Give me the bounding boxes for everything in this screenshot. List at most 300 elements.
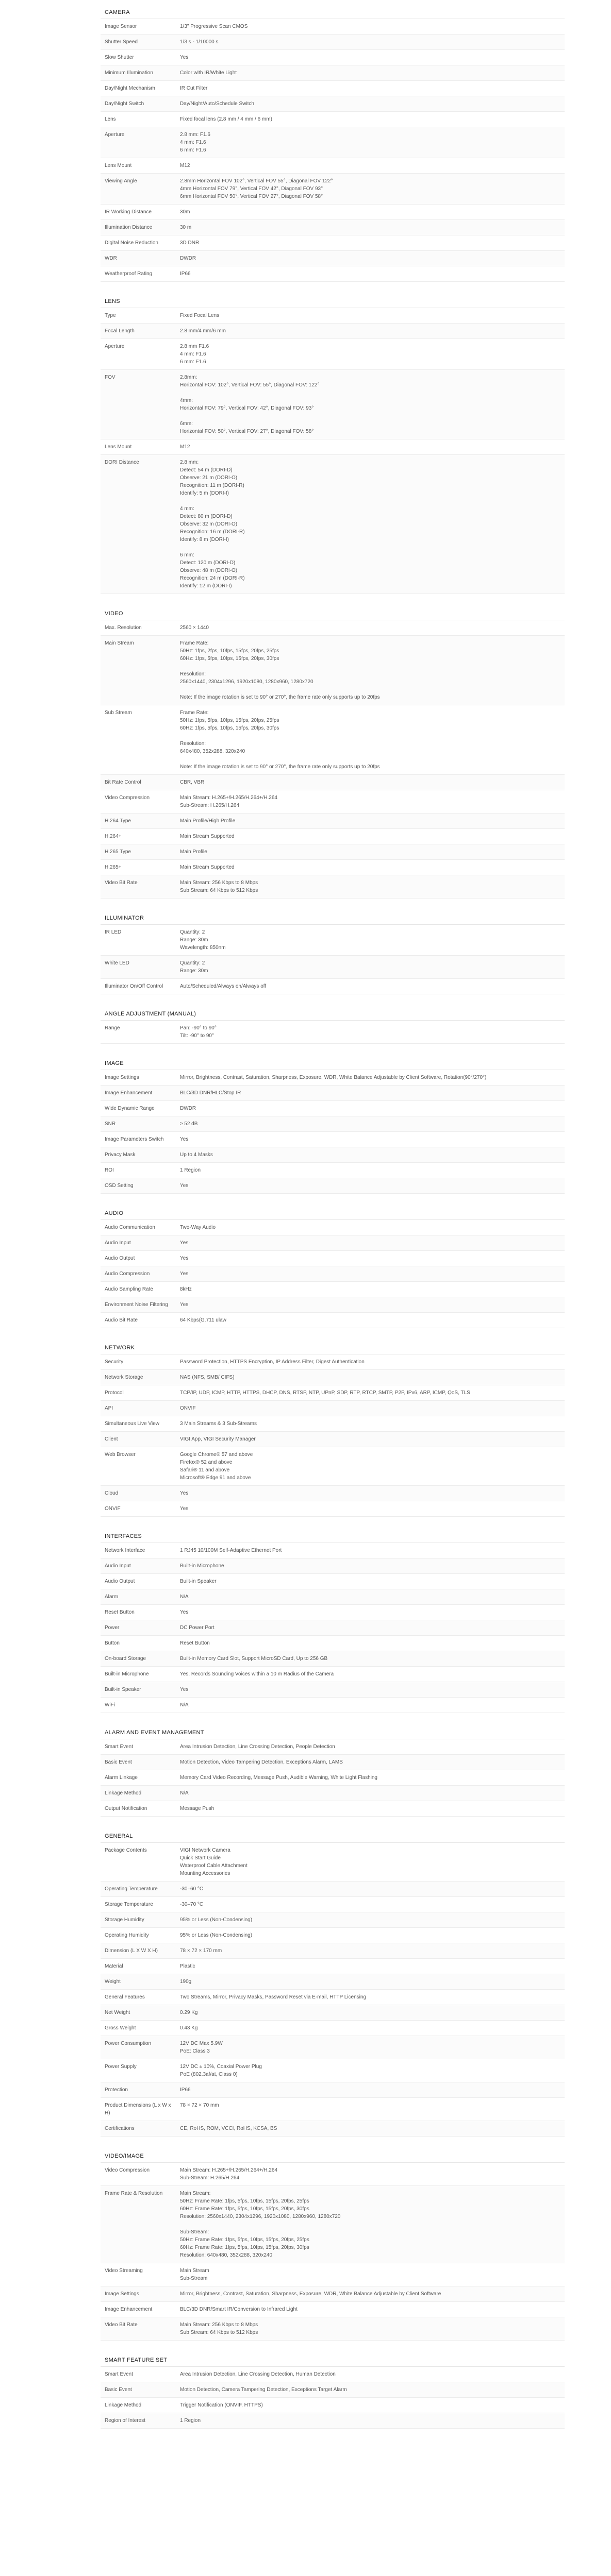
section-title: VIDEO bbox=[101, 606, 565, 620]
spec-section bbox=[101, 2149, 565, 2341]
spec-section bbox=[101, 1529, 565, 1713]
section-title: VIDEO/IMAGE bbox=[101, 2149, 565, 2163]
spec-row bbox=[101, 2367, 565, 2382]
spec-row bbox=[101, 1651, 565, 1667]
spec-label: Material bbox=[101, 1959, 176, 1974]
spec-label: H.264+ bbox=[101, 829, 176, 844]
spec-row bbox=[101, 251, 565, 266]
spec-row bbox=[101, 1220, 565, 1235]
spec-value: ≥ 52 dB bbox=[176, 1116, 565, 1132]
section-title: INTERFACES bbox=[101, 1529, 565, 1543]
spec-value: 1/3 s - 1/10000 s bbox=[176, 35, 565, 50]
spec-row bbox=[101, 2382, 565, 2398]
spec-row bbox=[101, 1990, 565, 2005]
spec-value: Yes bbox=[176, 1501, 565, 1517]
spec-row bbox=[101, 979, 565, 994]
spec-value: 2.8 mm: F1.6 4 mm: F1.6 6 mm: F1.6 bbox=[176, 127, 565, 158]
spec-section bbox=[101, 294, 565, 594]
spec-value: Area Intrusion Detection, Line Crossing Detection, Human Detection bbox=[176, 2367, 565, 2382]
spec-value: Yes bbox=[176, 50, 565, 65]
spec-value: 0.29 Kg bbox=[176, 2005, 565, 2021]
spec-label: Audio Input bbox=[101, 1558, 176, 1574]
spec-label: Network Storage bbox=[101, 1370, 176, 1385]
spec-value: VIGI App, VIGI Security Manager bbox=[176, 1432, 565, 1447]
spec-value: 1 Region bbox=[176, 1163, 565, 1178]
spec-value: Password Protection, HTTPS Encryption, IP Address Filter, Digest Authentication bbox=[176, 1354, 565, 1370]
spec-row bbox=[101, 1163, 565, 1178]
spec-row bbox=[101, 1943, 565, 1959]
spec-value: -30–70 °C bbox=[176, 1897, 565, 1912]
spec-row bbox=[101, 439, 565, 455]
spec-row bbox=[101, 81, 565, 96]
spec-row bbox=[101, 829, 565, 844]
spec-value: Main Stream: H.265+/H.265/H.264+/H.264 Sub-Stream: H.265/H.264 bbox=[176, 2163, 565, 2186]
spec-label: Illuminator On/Off Control bbox=[101, 979, 176, 994]
spec-row bbox=[101, 1786, 565, 1801]
spec-label: Power Supply bbox=[101, 2059, 176, 2082]
spec-value: Quantity: 2 Range: 30m bbox=[176, 956, 565, 979]
spec-value: Fixed focal lens (2.8 mm / 4 mm / 6 mm) bbox=[176, 112, 565, 127]
spec-value: DWDR bbox=[176, 251, 565, 266]
spec-table bbox=[101, 308, 565, 594]
spec-value: 2.8mm: Horizontal FOV: 102°, Vertical FOV: 55°, Diagonal FOV: 122° 4mm: Horizontal FOV: 79°, Vertical FOV: 42°, Diagonal FOV: 93° 6mm: Horizontal FOV: 50°, Vertical FOV: 27°, Diagonal FOV: 58° bbox=[176, 370, 565, 439]
spec-value: Memory Card Video Recording, Message Push, Audible Warning, White Light Flashing bbox=[176, 1770, 565, 1786]
spec-label: Wide Dynamic Range bbox=[101, 1101, 176, 1116]
spec-label: Power bbox=[101, 1620, 176, 1636]
spec-value: Reset Button bbox=[176, 1636, 565, 1651]
spec-section bbox=[101, 1056, 565, 1194]
spec-label: Environment Noise Filtering bbox=[101, 1297, 176, 1313]
spec-value: 190g bbox=[176, 1974, 565, 1990]
spec-table bbox=[101, 1070, 565, 1194]
spec-row bbox=[101, 775, 565, 790]
spec-value: Yes bbox=[176, 1486, 565, 1501]
spec-row bbox=[101, 1543, 565, 1558]
spec-label: Audio Compression bbox=[101, 1266, 176, 1282]
spec-table bbox=[101, 925, 565, 994]
spec-row bbox=[101, 620, 565, 636]
spec-value: Built-in Microphone bbox=[176, 1558, 565, 1574]
spec-row bbox=[101, 2082, 565, 2098]
spec-row bbox=[101, 2059, 565, 2082]
spec-row bbox=[101, 2413, 565, 2429]
spec-label: WDR bbox=[101, 251, 176, 266]
spec-row bbox=[101, 35, 565, 50]
spec-label: Built-in Microphone bbox=[101, 1667, 176, 1682]
spec-value: 30 m bbox=[176, 220, 565, 235]
spec-row bbox=[101, 1266, 565, 1282]
spec-value: -30–60 °C bbox=[176, 1882, 565, 1897]
spec-section bbox=[101, 606, 565, 899]
spec-value: 1/3" Progressive Scan CMOS bbox=[176, 19, 565, 35]
spec-label: Audio Input bbox=[101, 1235, 176, 1251]
spec-label: Dimension (L X W X H) bbox=[101, 1943, 176, 1959]
spec-table bbox=[101, 1543, 565, 1713]
spec-label: Output Notification bbox=[101, 1801, 176, 1817]
spec-label: H.265+ bbox=[101, 860, 176, 875]
spec-label: Button bbox=[101, 1636, 176, 1651]
spec-value: Main Stream: 256 Kbps to 8 Mbps Sub Stream: 64 Kbps to 512 Kbps bbox=[176, 2317, 565, 2341]
spec-label: Simultaneous Live View bbox=[101, 1416, 176, 1432]
spec-label: Main Stream bbox=[101, 636, 176, 705]
spec-table bbox=[101, 1021, 565, 1044]
spec-value: Yes bbox=[176, 1682, 565, 1698]
spec-value: IP66 bbox=[176, 2082, 565, 2098]
spec-label: Lens bbox=[101, 112, 176, 127]
spec-value: 0.43 Kg bbox=[176, 2021, 565, 2036]
spec-row bbox=[101, 1432, 565, 1447]
spec-row bbox=[101, 50, 565, 65]
spec-row bbox=[101, 2317, 565, 2341]
spec-value: Mirror, Brightness, Contrast, Saturation, Sharpness, Exposure, WDR, White Balance Adjustable by Client Software, Rotation(90°/270°) bbox=[176, 1070, 565, 1086]
spec-value: Google Chrome® 57 and above Firefox® 52 and above Safari® 11 and above Microsoft® Edge 91 and above bbox=[176, 1447, 565, 1486]
spec-row bbox=[101, 636, 565, 705]
spec-label: Day/Night Switch bbox=[101, 96, 176, 112]
spec-row bbox=[101, 205, 565, 220]
spec-label: Illumination Distance bbox=[101, 220, 176, 235]
spec-value: 95% or Less (Non-Condensing) bbox=[176, 1928, 565, 1943]
spec-row bbox=[101, 844, 565, 860]
spec-table bbox=[101, 19, 565, 282]
spec-section bbox=[101, 1725, 565, 1817]
spec-value: Main Stream: 50Hz: Frame Rate: 1fps, 5fps, 10fps, 15fps, 20fps, 25fps 60Hz: Frame Rate: 1fps, 5fps, 10fps, 15fps, 20fps, 30fps Resolution: 2560x1440, 2304x1296, 1920x1080, 1280x960, 1280x720 Sub-Stream: 50Hz: Frame Rate: 1fps, 5fps, 10fps, 15fps, 20fps, 25fps 60Hz: Frame Rate: 1fps, 5fps, 10fps, 15fps, 20fps, 30fps Resolution: 640x480, 352x288, 320x240 bbox=[176, 2186, 565, 2263]
spec-row bbox=[101, 65, 565, 81]
spec-value: Yes bbox=[176, 1297, 565, 1313]
spec-row bbox=[101, 112, 565, 127]
spec-row bbox=[101, 1401, 565, 1416]
spec-row bbox=[101, 339, 565, 370]
spec-row bbox=[101, 2005, 565, 2021]
spec-label: Audio Bit Rate bbox=[101, 1313, 176, 1328]
spec-value: 2.8 mm: Detect: 54 m (DORI-D) Observe: 21 m (DORI-O) Recognition: 11 m (DORI-R) Identify: 5 m (DORI-I) 4 mm: Detect: 80 m (DORI-D) Observe: 32 m (DORI-O) Recognition: 16 m (DORI-R) Identify: 8 m (DORI-I) 6 mm: Detect: 120 m (DORI-D) Observe: 48 m (DORI-O) Recognition: 24 m (DORI-R) Identify: 12 m (DORI-I) bbox=[176, 455, 565, 594]
section-title: LENS bbox=[101, 294, 565, 308]
spec-label: Gross Weight bbox=[101, 2021, 176, 2036]
section-title: ANGLE ADJUSTMENT (MANUAL) bbox=[101, 1007, 565, 1021]
spec-row bbox=[101, 1974, 565, 1990]
spec-label: Reset Button bbox=[101, 1605, 176, 1620]
spec-value: Yes bbox=[176, 1235, 565, 1251]
spec-label: Built-in Speaker bbox=[101, 1682, 176, 1698]
spec-label: Max. Resolution bbox=[101, 620, 176, 636]
spec-value: Yes bbox=[176, 1605, 565, 1620]
section-title: SMART FEATURE SET bbox=[101, 2353, 565, 2367]
spec-label: ROI bbox=[101, 1163, 176, 1178]
spec-value: Day/Night/Auto/Schedule Switch bbox=[176, 96, 565, 112]
spec-value: 2.8 mm/4 mm/6 mm bbox=[176, 324, 565, 339]
spec-value: Mirror, Brightness, Contrast, Saturation, Sharpness, Exposure, WDR, White Balance Adjustable by Client Software bbox=[176, 2286, 565, 2302]
spec-value: Main Stream Sub-Stream bbox=[176, 2263, 565, 2286]
spec-label: Alarm bbox=[101, 1589, 176, 1605]
spec-value: Message Push bbox=[176, 1801, 565, 1817]
spec-value: 1 Region bbox=[176, 2413, 565, 2429]
spec-label: API bbox=[101, 1401, 176, 1416]
spec-label: Basic Event bbox=[101, 2382, 176, 2398]
spec-label: Certifications bbox=[101, 2121, 176, 2137]
spec-label: Aperture bbox=[101, 127, 176, 158]
spec-label: Cloud bbox=[101, 1486, 176, 1501]
spec-value: Built-in Memory Card Slot, Support MicroSD Card, Up to 256 GB bbox=[176, 1651, 565, 1667]
spec-label: FOV bbox=[101, 370, 176, 439]
spec-row bbox=[101, 875, 565, 899]
spec-value: M12 bbox=[176, 158, 565, 174]
spec-value: 2.8 mm F1.6 4 mm: F1.6 6 mm: F1.6 bbox=[176, 339, 565, 370]
spec-label: Package Contents bbox=[101, 1843, 176, 1882]
spec-value: Main Stream: 256 Kbps to 8 Mbps Sub Stream: 64 Kbps to 512 Kbps bbox=[176, 875, 565, 899]
spec-value: TCP/IP, UDP, ICMP, HTTP, HTTPS, DHCP, DNS, RTSP, NTP, UPnP, SDP, RTP, RTCP, SMTP, P2P, IPv6, ARP, ICMP, QoS, TLS bbox=[176, 1385, 565, 1401]
spec-label: Viewing Angle bbox=[101, 174, 176, 205]
spec-label: Audio Sampling Rate bbox=[101, 1282, 176, 1297]
spec-row bbox=[101, 1959, 565, 1974]
spec-label: Weatherproof Rating bbox=[101, 266, 176, 282]
spec-row bbox=[101, 790, 565, 814]
spec-label: OSD Setting bbox=[101, 1178, 176, 1194]
spec-label: H.265 Type bbox=[101, 844, 176, 860]
spec-value: Main Stream Supported bbox=[176, 829, 565, 844]
spec-value: ONVIF bbox=[176, 1401, 565, 1416]
spec-row bbox=[101, 1447, 565, 1486]
spec-section bbox=[101, 2353, 565, 2429]
spec-label: General Features bbox=[101, 1990, 176, 2005]
spec-label: Lens Mount bbox=[101, 439, 176, 455]
spec-row bbox=[101, 1235, 565, 1251]
spec-label: Storage Temperature bbox=[101, 1897, 176, 1912]
spec-value: 2.8mm Horizontal FOV 102°, Vertical FOV 55°, Diagonal FOV 122° 4mm Horizontal FOV 79°, Vertical FOV 42°, Diagonal FOV 93° 6mm Horizontal FOV 50°, Vertical FOV 27°, Diagonal FOV 58° bbox=[176, 174, 565, 205]
spec-label: Video Compression bbox=[101, 790, 176, 814]
spec-value: Fixed Focal Lens bbox=[176, 308, 565, 324]
spec-label: ONVIF bbox=[101, 1501, 176, 1517]
spec-label: Shutter Speed bbox=[101, 35, 176, 50]
spec-label: Image Enhancement bbox=[101, 1086, 176, 1101]
spec-row bbox=[101, 1739, 565, 1755]
spec-value: NAS (NFS, SMB/ CIFS) bbox=[176, 1370, 565, 1385]
spec-value: IP66 bbox=[176, 266, 565, 282]
spec-row bbox=[101, 1070, 565, 1086]
spec-value: 12V DC ± 10%, Coaxial Power Plug PoE (802.3af/at, Class 0) bbox=[176, 2059, 565, 2082]
spec-label: Focal Length bbox=[101, 324, 176, 339]
spec-row bbox=[101, 1501, 565, 1517]
spec-row bbox=[101, 1385, 565, 1401]
spec-label: Audio Communication bbox=[101, 1220, 176, 1235]
spec-row bbox=[101, 1605, 565, 1620]
spec-value: Two Streams, Mirror, Privacy Masks, Password Reset via E-mail, HTTP Licensing bbox=[176, 1990, 565, 2005]
section-title: AUDIO bbox=[101, 1206, 565, 1220]
spec-row bbox=[101, 235, 565, 251]
spec-row bbox=[101, 1636, 565, 1651]
spec-label: Audio Output bbox=[101, 1574, 176, 1589]
spec-label: Smart Event bbox=[101, 2367, 176, 2382]
spec-row bbox=[101, 2098, 565, 2121]
spec-value: 1 RJ45 10/100M Self-Adaptive Ethernet Port bbox=[176, 1543, 565, 1558]
spec-value: Frame Rate: 50Hz: 1fps, 2fps, 10fps, 15fps, 20fps, 25fps 60Hz: 1fps, 5fps, 10fps, 15fps, 20fps, 30fps Resolution: 2560x1440, 2304x1296, 1920x1080, 1280x960, 1280x720 Note: If the image rotation is set to 90° or 270°, the frame rate only supports up to 20fps bbox=[176, 636, 565, 705]
spec-value: Yes. Records Sounding Voices within a 10 m Radius of the Camera bbox=[176, 1667, 565, 1682]
spec-row bbox=[101, 1116, 565, 1132]
spec-value: 12V DC Max 5.9W PoE: Class 3 bbox=[176, 2036, 565, 2059]
spec-label: SNR bbox=[101, 1116, 176, 1132]
spec-label: Product Dimensions (L x W x H) bbox=[101, 2098, 176, 2121]
spec-value: Trigger Notification (ONVIF, HTTPS) bbox=[176, 2398, 565, 2413]
spec-label: IR LED bbox=[101, 925, 176, 956]
spec-label: Range bbox=[101, 1021, 176, 1044]
spec-table bbox=[101, 1843, 565, 2137]
spec-row bbox=[101, 1086, 565, 1101]
spec-row bbox=[101, 370, 565, 439]
spec-value: Main Stream Supported bbox=[176, 860, 565, 875]
spec-value: IR Cut Filter bbox=[176, 81, 565, 96]
spec-row bbox=[101, 1297, 565, 1313]
spec-value: N/A bbox=[176, 1698, 565, 1713]
spec-value: Auto/Scheduled/Always on/Always off bbox=[176, 979, 565, 994]
spec-row bbox=[101, 1897, 565, 1912]
spec-label: Video Bit Rate bbox=[101, 875, 176, 899]
spec-value: 95% or Less (Non-Condensing) bbox=[176, 1912, 565, 1928]
spec-value: 78 × 72 × 70 mm bbox=[176, 2098, 565, 2121]
spec-value: Yes bbox=[176, 1178, 565, 1194]
spec-label: Video Streaming bbox=[101, 2263, 176, 2286]
spec-row bbox=[101, 1558, 565, 1574]
spec-value: 30m bbox=[176, 205, 565, 220]
spec-label: Operating Humidity bbox=[101, 1928, 176, 1943]
spec-label: Day/Night Mechanism bbox=[101, 81, 176, 96]
spec-row bbox=[101, 1770, 565, 1786]
spec-label: Protection bbox=[101, 2082, 176, 2098]
spec-value: CBR, VBR bbox=[176, 775, 565, 790]
spec-label: White LED bbox=[101, 956, 176, 979]
spec-label: Type bbox=[101, 308, 176, 324]
spec-label: Frame Rate & Resolution bbox=[101, 2186, 176, 2263]
spec-label: Image Parameters Switch bbox=[101, 1132, 176, 1147]
spec-label: Linkage Method bbox=[101, 2398, 176, 2413]
spec-label: Smart Event bbox=[101, 1739, 176, 1755]
spec-label: Sub Stream bbox=[101, 705, 176, 775]
spec-value: 2560 × 1440 bbox=[176, 620, 565, 636]
spec-table bbox=[101, 1739, 565, 1817]
spec-value: Plastic bbox=[176, 1959, 565, 1974]
spec-label: Video Compression bbox=[101, 2163, 176, 2186]
spec-row bbox=[101, 2121, 565, 2137]
spec-row bbox=[101, 1912, 565, 1928]
spec-row bbox=[101, 1882, 565, 1897]
spec-value: Frame Rate: 50Hz: 1fps, 5fps, 10fps, 15fps, 20fps, 25fps 60Hz: 1fps, 5fps, 10fps, 15fps, 20fps, 30fps Resolution: 640x480, 352x288, 320x240 Note: If the image rotation is set to 90° or 270°, the frame rate only supports up to 20fps bbox=[176, 705, 565, 775]
spec-value: Yes bbox=[176, 1132, 565, 1147]
section-title: NETWORK bbox=[101, 1341, 565, 1354]
spec-value: 3 Main Streams & 3 Sub-Streams bbox=[176, 1416, 565, 1432]
spec-row bbox=[101, 96, 565, 112]
spec-row bbox=[101, 1354, 565, 1370]
spec-row bbox=[101, 1147, 565, 1163]
spec-row bbox=[101, 1021, 565, 1044]
spec-label: DORI Distance bbox=[101, 455, 176, 594]
spec-value: Motion Detection, Video Tampering Detection, Exceptions Alarm, LAMS bbox=[176, 1755, 565, 1770]
spec-row bbox=[101, 127, 565, 158]
spec-row bbox=[101, 2021, 565, 2036]
spec-row bbox=[101, 2163, 565, 2186]
spec-table bbox=[101, 620, 565, 899]
spec-label: Web Browser bbox=[101, 1447, 176, 1486]
spec-label: Security bbox=[101, 1354, 176, 1370]
spec-label: Image Settings bbox=[101, 1070, 176, 1086]
spec-row bbox=[101, 19, 565, 35]
spec-value: 3D DNR bbox=[176, 235, 565, 251]
spec-row bbox=[101, 2286, 565, 2302]
spec-row bbox=[101, 2186, 565, 2263]
spec-label: WiFi bbox=[101, 1698, 176, 1713]
spec-row bbox=[101, 220, 565, 235]
spec-value: Main Profile bbox=[176, 844, 565, 860]
spec-row bbox=[101, 1251, 565, 1266]
spec-row bbox=[101, 1574, 565, 1589]
spec-row bbox=[101, 860, 565, 875]
spec-row bbox=[101, 266, 565, 282]
spec-row bbox=[101, 1370, 565, 1385]
spec-row bbox=[101, 2398, 565, 2413]
spec-row bbox=[101, 1667, 565, 1682]
spec-value: Yes bbox=[176, 1266, 565, 1282]
spec-section bbox=[101, 1341, 565, 1517]
spec-value: VIGI Network Camera Quick Start Guide Waterproof Cable Attachment Mounting Accessories bbox=[176, 1843, 565, 1882]
spec-row bbox=[101, 1755, 565, 1770]
section-title: ILLUMINATOR bbox=[101, 911, 565, 925]
spec-label: On-board Storage bbox=[101, 1651, 176, 1667]
spec-row bbox=[101, 1101, 565, 1116]
spec-row bbox=[101, 2302, 565, 2317]
spec-value: 64 Kbps(G.711 ulaw bbox=[176, 1313, 565, 1328]
spec-row bbox=[101, 2036, 565, 2059]
spec-value: Pan: -90° to 90° Tilt: -90° to 90° bbox=[176, 1021, 565, 1044]
spec-label: Basic Event bbox=[101, 1755, 176, 1770]
spec-row bbox=[101, 1801, 565, 1817]
spec-row bbox=[101, 455, 565, 594]
spec-row bbox=[101, 1416, 565, 1432]
spec-table bbox=[101, 1220, 565, 1328]
spec-value: M12 bbox=[176, 439, 565, 455]
spec-label: Linkage Method bbox=[101, 1786, 176, 1801]
spec-value: Quantity: 2 Range: 30m Wavelength: 850nm bbox=[176, 925, 565, 956]
spec-row bbox=[101, 1313, 565, 1328]
spec-section bbox=[101, 911, 565, 994]
spec-row bbox=[101, 324, 565, 339]
spec-value: 8kHz bbox=[176, 1282, 565, 1297]
spec-row bbox=[101, 705, 565, 775]
spec-label: Digital Noise Reduction bbox=[101, 235, 176, 251]
spec-label: Client bbox=[101, 1432, 176, 1447]
spec-value: DC Power Port bbox=[176, 1620, 565, 1636]
spec-value: BLC/3D DNR/HLC/Stop IR bbox=[176, 1086, 565, 1101]
spec-value: Two-Way Audio bbox=[176, 1220, 565, 1235]
spec-label: Minimum Illumination bbox=[101, 65, 176, 81]
spec-value: N/A bbox=[176, 1786, 565, 1801]
spec-section bbox=[101, 5, 565, 282]
spec-row bbox=[101, 956, 565, 979]
spec-label: Net Weight bbox=[101, 2005, 176, 2021]
spec-section bbox=[101, 1007, 565, 1044]
spec-row bbox=[101, 1282, 565, 1297]
spec-value: Color with IR/White Light bbox=[176, 65, 565, 81]
spec-row bbox=[101, 2263, 565, 2286]
spec-label: Storage Humidity bbox=[101, 1912, 176, 1928]
spec-table bbox=[101, 2367, 565, 2429]
spec-label: Aperture bbox=[101, 339, 176, 370]
spec-label: Alarm Linkage bbox=[101, 1770, 176, 1786]
spec-row bbox=[101, 1589, 565, 1605]
spec-label: Region of Interest bbox=[101, 2413, 176, 2429]
spec-row bbox=[101, 308, 565, 324]
spec-label: Image Enhancement bbox=[101, 2302, 176, 2317]
spec-label: Operating Temperature bbox=[101, 1882, 176, 1897]
spec-label: Network Interface bbox=[101, 1543, 176, 1558]
spec-table bbox=[101, 1354, 565, 1517]
spec-value: CE, RoHS, ROM, VCCI, RoHS, KCSA, BS bbox=[176, 2121, 565, 2137]
spec-row bbox=[101, 1620, 565, 1636]
